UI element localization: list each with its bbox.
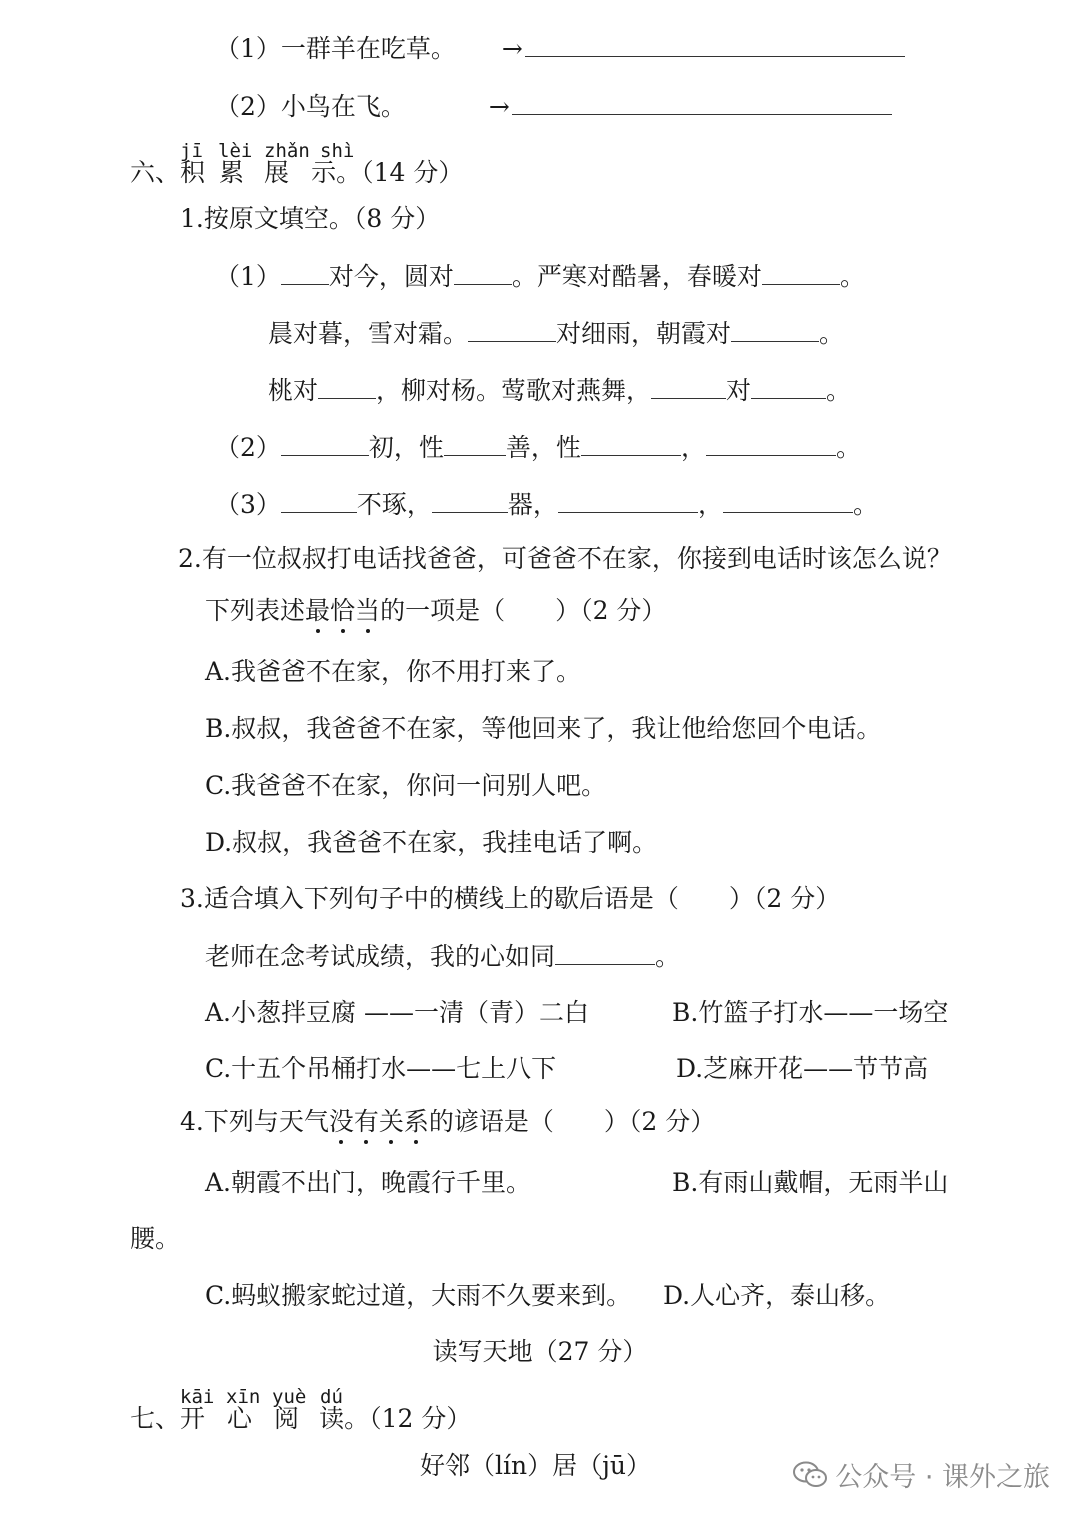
answer-line[interactable] — [525, 32, 905, 57]
q2-option-d[interactable]: D.叔叔，我爸爸不在家，我挂电话了啊。 — [205, 828, 658, 857]
text: 。 — [826, 376, 852, 405]
text: 对细雨，朝霞对 — [556, 319, 732, 348]
question-2: 2.有一位叔叔打电话找爸爸，可爸爸不在家，你接到电话时该怎么说？ — [178, 544, 952, 573]
title-char: 展 — [264, 158, 290, 187]
text: 器， — [507, 490, 558, 519]
pinyin-3: yuè — [272, 1386, 307, 1408]
sec5-item-1 — [215, 32, 905, 65]
fill-blank[interactable] — [751, 374, 826, 399]
section-number: 六、 — [130, 158, 181, 187]
text: ， — [680, 433, 706, 462]
text: 对今，圆对 — [328, 262, 454, 291]
emphasis-char: 当 — [355, 596, 381, 625]
question-2-sub — [205, 595, 666, 627]
answer-line[interactable] — [512, 90, 892, 115]
q1-2 — [215, 431, 861, 464]
text: 不琢， — [356, 490, 432, 519]
sec6-title — [130, 157, 463, 189]
fill-blank[interactable] — [432, 488, 508, 513]
fill-blank[interactable] — [731, 317, 819, 342]
fill-blank[interactable] — [762, 260, 840, 285]
arrow-icon: → — [488, 92, 510, 121]
text: 。 — [835, 433, 861, 462]
q4-option-d[interactable]: D.人心齐，泰山移。 — [663, 1281, 891, 1310]
q2-option-b[interactable]: B.叔叔，我爸爸不在家，等他回来了，我让他给您回个电话。 — [205, 714, 882, 743]
fill-blank[interactable] — [651, 374, 726, 399]
item-text: （1）一群羊在吃草。 — [215, 34, 456, 63]
text: 善，性 — [505, 433, 581, 462]
fill-blank[interactable] — [318, 374, 376, 399]
text: ， — [697, 490, 723, 519]
q2-option-a[interactable]: A.我爸爸不在家，你不用打来了。 — [205, 657, 582, 686]
emphasis-char: 最 — [305, 596, 331, 625]
item-label: （2） — [215, 433, 281, 462]
text: 的一项是（ ）（2 分） — [380, 596, 667, 625]
pinyin-1: kāi — [180, 1386, 215, 1408]
fill-blank[interactable] — [454, 260, 512, 285]
question-1: 1.按原文填空。（8 分） — [180, 204, 441, 233]
q1-1-line-3 — [268, 374, 851, 407]
q4-option-c[interactable]: C.蚂蚁搬家蛇过道，大雨不久要来到。 — [205, 1281, 632, 1310]
watermark — [793, 1455, 1050, 1494]
text: ，柳对杨。莺歌对燕舞， — [376, 376, 652, 405]
q4-option-a[interactable]: A.朝霞不出门，晚霞行千里。 — [205, 1168, 532, 1197]
emphasis-char: 没 — [328, 1107, 354, 1136]
q4-option-b-continued: 腰。 — [130, 1224, 181, 1253]
item-text: （2）小鸟在飞。 — [215, 92, 406, 121]
item-label: （1） — [215, 262, 281, 291]
q3-sentence — [205, 940, 680, 973]
emphasis-char: 恰 — [330, 596, 356, 625]
pinyin-2: lèi — [218, 140, 253, 162]
title-char: 心 — [227, 1404, 253, 1433]
fill-blank[interactable] — [555, 940, 655, 965]
question-4 — [180, 1106, 715, 1138]
fill-blank[interactable] — [706, 431, 836, 456]
section-number: 七、 — [130, 1404, 181, 1433]
emphasis-char: 有 — [353, 1107, 379, 1136]
watermark-text: 公众号 · 课外之旅 — [835, 1462, 1050, 1493]
text: 对 — [726, 376, 752, 405]
title-char: 阅 — [274, 1404, 300, 1433]
fill-blank[interactable] — [581, 431, 681, 456]
q3-option-b[interactable]: B.竹篮子打水——一场空 — [672, 998, 949, 1027]
text: 。 — [852, 490, 878, 519]
q1-1-line-1 — [215, 260, 865, 293]
pinyin-1: jī — [180, 140, 203, 162]
fill-blank[interactable] — [281, 431, 369, 456]
sec5-item-2 — [215, 90, 892, 123]
q3-option-c[interactable]: C.十五个吊桶打水——七上八下 — [205, 1054, 557, 1083]
question-3: 3.适合填入下列句子中的横线上的歇后语是（ ）（2 分） — [180, 884, 841, 913]
title-suffix: 。（12 分） — [344, 1404, 472, 1433]
text: 的谚语是（ ）（2 分） — [428, 1107, 716, 1136]
title-char: 积 — [180, 158, 206, 187]
text: 。 — [655, 942, 681, 971]
emphasis-char: 关 — [378, 1107, 404, 1136]
text: 初，性 — [368, 433, 444, 462]
title-char: 开 — [180, 1404, 206, 1433]
text: 4.下列与天气 — [180, 1107, 329, 1136]
fill-blank[interactable] — [468, 317, 556, 342]
text: 桃对 — [268, 376, 319, 405]
text: 下列表述 — [205, 596, 306, 625]
text: 。严寒对酷暑，春暖对 — [511, 262, 762, 291]
emphasis-char: 系 — [403, 1107, 429, 1136]
q1-3 — [215, 488, 878, 521]
pinyin-2: xīn — [226, 1386, 261, 1408]
title-char: 示 — [311, 158, 337, 187]
q3-option-a[interactable]: A.小葱拌豆腐 ——一清（青）二白 — [205, 998, 589, 1027]
text: 老师在念考试成绩，我的心如同 — [205, 942, 556, 971]
item-label: （3） — [215, 490, 281, 519]
q4-option-b[interactable]: B.有雨山戴帽，无雨半山 — [672, 1168, 949, 1197]
title-suffix: 。（14 分） — [336, 158, 464, 187]
part-title: 读写天地（27 分） — [432, 1337, 648, 1366]
title-char: 读 — [319, 1404, 345, 1433]
pinyin-4: dú — [320, 1386, 343, 1408]
fill-blank[interactable] — [281, 260, 329, 285]
story-title: 好邻（lín）居（jū） — [420, 1451, 651, 1480]
wechat-icon — [793, 1461, 827, 1489]
sec7-title — [130, 1403, 471, 1435]
text: 。 — [839, 262, 865, 291]
arrow-icon: → — [501, 34, 523, 63]
q3-option-d[interactable]: D.芝麻开花——节节高 — [676, 1054, 929, 1083]
fill-blank[interactable] — [723, 488, 853, 513]
fill-blank[interactable] — [281, 488, 357, 513]
text: 晨对暮，雪对霜。 — [268, 319, 469, 348]
q1-1-line-2 — [268, 317, 844, 350]
pinyin-3: zhǎn — [264, 140, 310, 162]
pinyin-4: shì — [320, 140, 355, 162]
fill-blank[interactable] — [558, 488, 698, 513]
title-char: 累 — [219, 158, 245, 187]
fill-blank[interactable] — [444, 431, 506, 456]
text: 。 — [819, 319, 845, 348]
q2-option-c[interactable]: C.我爸爸不在家，你问一问别人吧。 — [205, 771, 607, 800]
